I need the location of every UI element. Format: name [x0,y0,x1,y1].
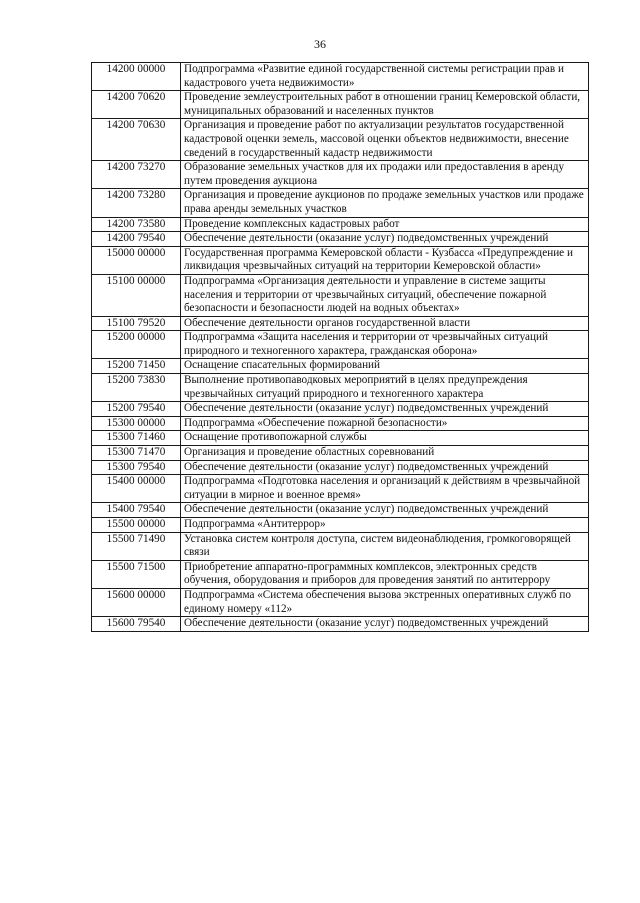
row-code: 15600 79540 [92,617,181,632]
row-description: Проведение комплексных кадастровых работ [181,217,589,232]
row-code: 14200 70630 [92,119,181,161]
row-code: 15400 79540 [92,503,181,518]
row-description: Подпрограмма «Обеспечение пожарной безопасности» [181,416,589,431]
row-code: 15500 71490 [92,532,181,560]
table-row [92,232,589,247]
row-code: 15200 00000 [92,331,181,359]
row-description: Выполнение противопаводковых мероприятий в целях предупреждения чрезвычайных ситуаций природного и техногенного характера [181,374,589,402]
row-description: Обеспечение деятельности (оказание услуг) подведомственных учреждений [181,232,589,247]
table-row [92,91,589,119]
table-row [92,431,589,446]
table-row [92,274,589,316]
row-code: 14200 00000 [92,63,181,91]
row-description: Установка систем контроля доступа, систем видеонаблюдения, громкоговорящей связи [181,532,589,560]
row-code: 15200 71450 [92,359,181,374]
table-row [92,503,589,518]
page-number: 36 [314,37,326,51]
row-description: Обеспечение деятельности (оказание услуг) подведомственных учреждений [181,402,589,417]
table-row [92,217,589,232]
row-code: 15000 00000 [92,246,181,274]
table-row [92,560,589,588]
row-code: 14200 73580 [92,217,181,232]
row-code: 15300 71470 [92,446,181,461]
row-code: 15300 00000 [92,416,181,431]
table-row [92,532,589,560]
row-description: Обеспечение деятельности (оказание услуг) подведомственных учреждений [181,460,589,475]
row-code: 14200 73280 [92,189,181,217]
table-row [92,588,589,616]
row-description: Оснащение противопожарной службы [181,431,589,446]
budget-classification-table [91,62,589,632]
row-code: 15500 00000 [92,518,181,533]
table-row [92,446,589,461]
table-row [92,189,589,217]
table-row [92,460,589,475]
row-description: Подпрограмма «Развитие единой государственной системы регистрации прав и кадастрового учета недвижимости» [181,63,589,91]
row-description: Подпрограмма «Организация деятельности и управление в системе защиты населения и территории от чрезвычайных ситуаций, обеспечение пожарной безопасности и безопасности людей на водных объектах» [181,274,589,316]
table-row [92,63,589,91]
row-description: Обеспечение деятельности (оказание услуг) подведомственных учреждений [181,617,589,632]
table-row [92,518,589,533]
table-row [92,374,589,402]
row-code: 14200 79540 [92,232,181,247]
table-row [92,246,589,274]
row-description: Образование земельных участков для их продажи или предоставления в аренду путем проведения аукциона [181,161,589,189]
row-code: 15200 79540 [92,402,181,417]
row-code: 15300 79540 [92,460,181,475]
row-description: Подпрограмма «Подготовка населения и организаций к действиям в чрезвычайной ситуации в мирное и военное время» [181,475,589,503]
row-code: 15100 79520 [92,316,181,331]
row-description: Проведение землеустроительных работ в отношении границ Кемеровской области, муниципальных образований и населенных пунктов [181,91,589,119]
row-description: Оснащение спасательных формирований [181,359,589,374]
table-row [92,316,589,331]
row-code: 15600 00000 [92,588,181,616]
row-description: Организация и проведение областных соревнований [181,446,589,461]
row-description: Организация и проведение аукционов по продаже земельных участков или продаже права аренды земельных участков [181,189,589,217]
table-row [92,617,589,632]
row-description: Обеспечение деятельности (оказание услуг) подведомственных учреждений [181,503,589,518]
row-code: 15500 71500 [92,560,181,588]
row-description: Подпрограмма «Защита населения и территории от чрезвычайных ситуаций природного и техногенного характера, гражданская оборона» [181,331,589,359]
row-description: Подпрограмма «Антитеррор» [181,518,589,533]
table-row [92,359,589,374]
table-row [92,475,589,503]
table-row [92,161,589,189]
table-row [92,119,589,161]
row-code: 15100 00000 [92,274,181,316]
row-code: 15400 00000 [92,475,181,503]
row-code: 15300 71460 [92,431,181,446]
table-row [92,416,589,431]
row-code: 15200 73830 [92,374,181,402]
row-description: Обеспечение деятельности органов государственной власти [181,316,589,331]
row-description: Государственная программа Кемеровской области - Кузбасса «Предупреждение и ликвидация чрезвычайных ситуаций на территории Кемеровской области» [181,246,589,274]
row-code: 14200 70620 [92,91,181,119]
table-row [92,331,589,359]
row-code: 14200 73270 [92,161,181,189]
row-description: Организация и проведение работ по актуализации результатов государственной кадастровой оценки земель, массовой оценки объектов недвижимости, внесение сведений в государственный кадастр недвижимости [181,119,589,161]
row-description: Приобретение аппаратно-программных комплексов, электронных средств обучения, оборудования и приборов для проведения занятий по антитеррору [181,560,589,588]
row-description: Подпрограмма «Система обеспечения вызова экстренных оперативных служб по единому номеру «112» [181,588,589,616]
table-row [92,402,589,417]
